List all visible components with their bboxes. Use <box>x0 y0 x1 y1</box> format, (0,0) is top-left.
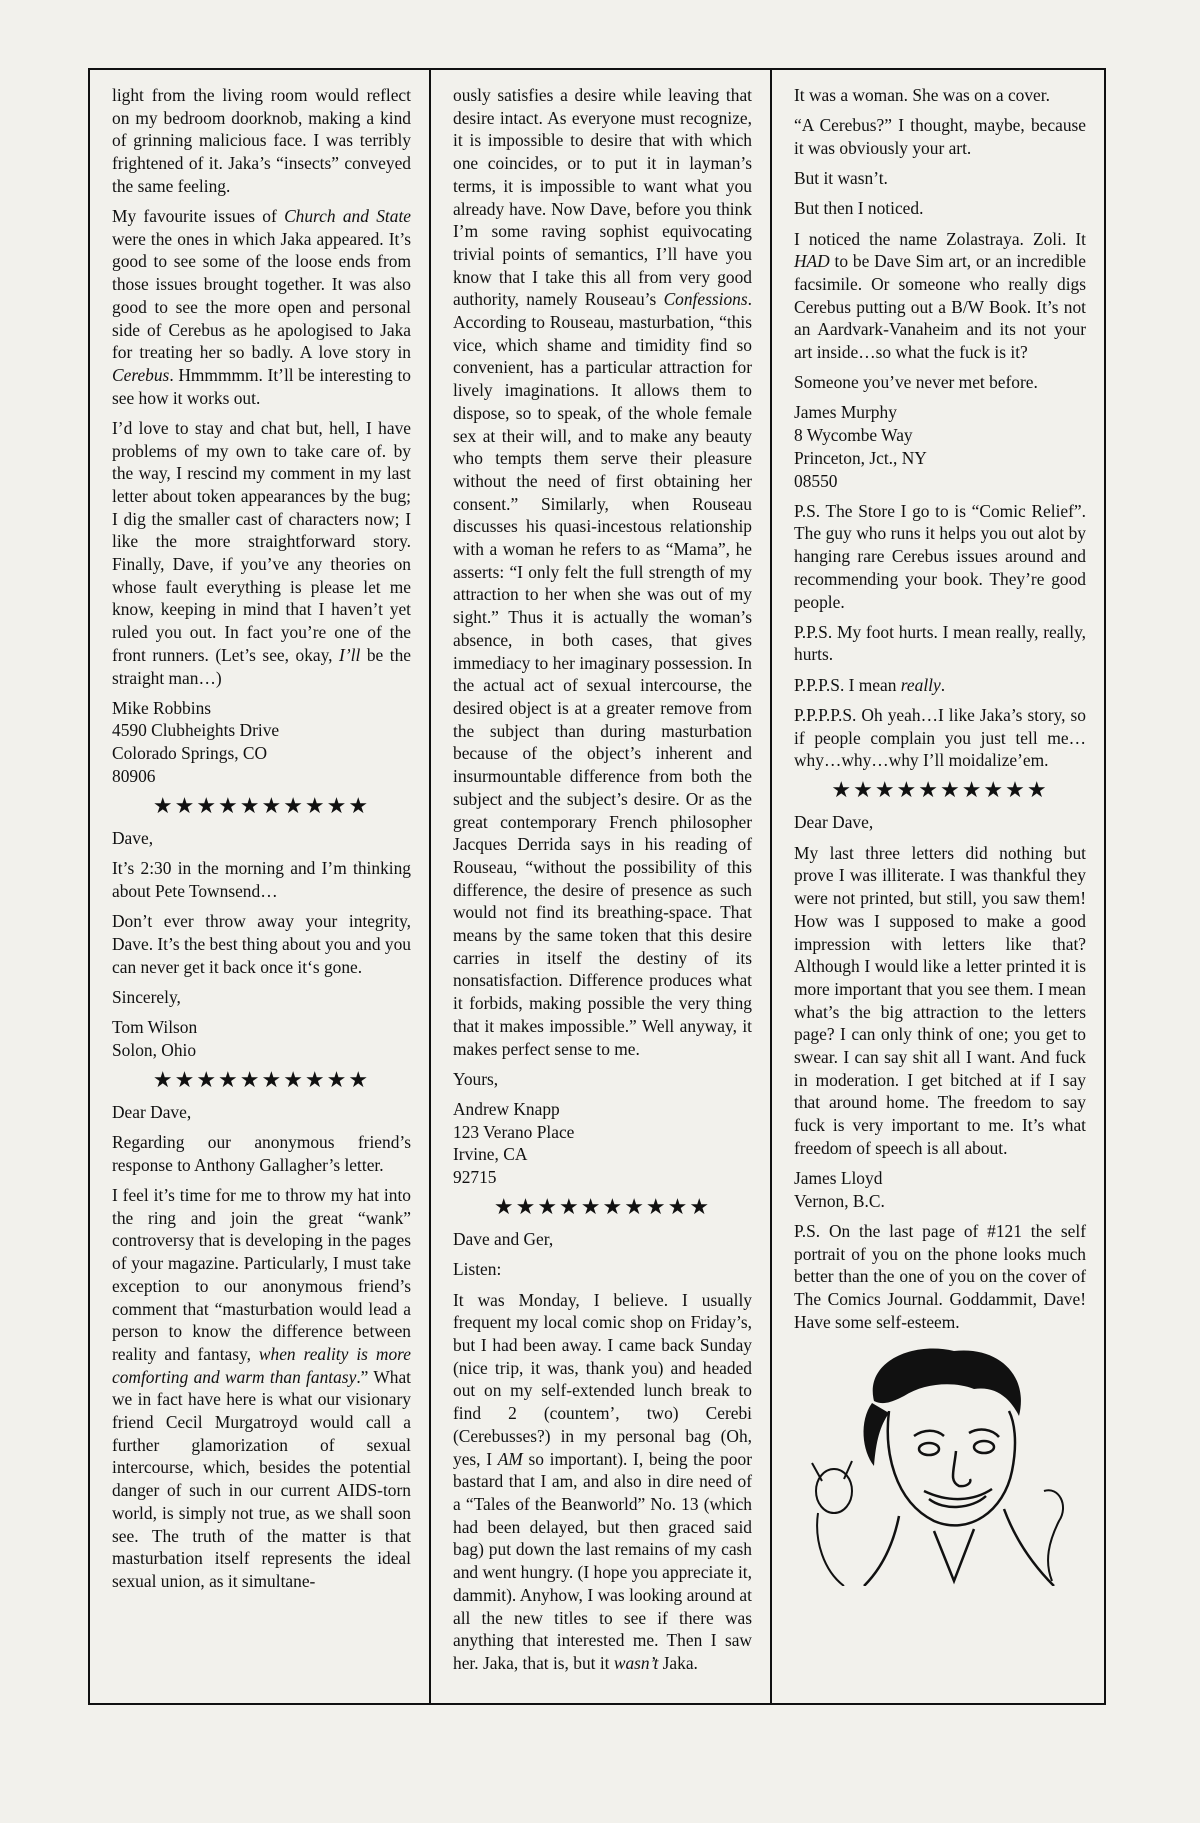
signature-tom-wilson: Tom Wilson Solon, Ohio <box>112 1017 198 1060</box>
column-1 <box>90 70 429 1703</box>
postscript: P.P.P.S. I mean really. <box>794 674 946 695</box>
letter-greeting: Dear Dave, <box>112 1101 192 1122</box>
letter-3-paragraph: I feel it’s time for me to throw my hat into the ring and join the great “wank” controversy that is developing in the pages of your magazine. Particularly, I must take exception to our anonymous friend’s comment that “masturbation would lead a person to know the difference between reality and fantasy, when reality is more comforting and warm than fantasy.” What we in fact have here is what our visionary friend Cecil Murgatroyd would call a further glamorization of sexual intercourse, which, besides the potential danger of such in our current AIDS-torn world, is simply not true, as we shall soon see. The truth of the matter is that masturbation itself represents the ideal sexual union, as it simultane- <box>112 1185 412 1591</box>
star-divider: ★★★★★★★★★★ <box>493 1195 712 1221</box>
signature-james-murphy: James Murphy 8 Wycombe Way Princeton, Jct., NY 08550 <box>794 402 927 491</box>
letter-5-paragraph: My last three letters did nothing but prove I was illiterate. I was thankful they were not printed, but still, you saw them! How was I supposed to make a good impression with letters like that? Although I would like a letter printed it is more important that you see them. I mean what’s the big attraction to the letters page? I can only think of one; you get to swear. I can say shit all I want. And fuck in moderation. I get bitched at if I say that around home. The freedom to say fuck is very important to me. It’s what freedom of speech is all about. <box>794 842 1086 1158</box>
letter-4-paragraph: I noticed the name Zolastraya. Zoli. It HAD to be Dave Sim art, or an incredible facsimile. Or someone who really digs Cerebus putting out a B/W Book. It’s not an Aardvark-Vanaheim and its not your art inside…so what the fuck is it? <box>794 228 1086 363</box>
star-divider: ★★★★★★★★★★ <box>831 778 1049 804</box>
face-icon <box>888 1411 1015 1525</box>
letter-1-paragraph: I’d love to stay and chat but, hell, I have problems of my own to take care of. by the way, I rescind my comment in my last letter about token appearances by the bug; I dig the smaller cast of characters now; I like the more straightforward story. Finally, Dave, if you’ve any theories on whose fault everything is please let me know, keeping in mind that I haven’t yet ruled you out. In fact you’re one of the front runners. (Let’s see, okay, I’ll be the straight man…) <box>112 417 411 688</box>
letter-2-paragraph: Don’t ever throw away your integrity, Dave. It’s the best thing about you and you can never get it back once it‘s gone. <box>112 911 411 977</box>
letter-1-paragraph: light from the living room would reflect on my bedroom doorknob, making a kind of grinning malicious face. I was terribly frightened of it. Jaka’s “insects” conveyed the same feeling. <box>112 85 411 196</box>
signature-mike-robbins: Mike Robbins 4590 Clubheights Drive Colorado Springs, CO 80906 <box>112 697 280 786</box>
signature-andrew-knapp: Andrew Knapp 123 Verano Place Irvine, CA 92715 <box>453 1098 575 1188</box>
letter-4-paragraph: It was Monday, I believe. I usually frequent my local comic shop on Friday’s, but I had been away. I came back Sunday (nice trip, it was, thank you) and headed out on my self-extended lunch break to find 2 (countem’, two) Cerebi (Cerebusses?) in my personal bag (Oh, yes, I AM so important). I, being the poor bastard that I am, and also in dire need of a “Tales of the Beanworld” No. 13 (which had been delayed, but then graced said bag) put down the last remains of my cash and went hungry. (I hope you appreciate it, dammit). Anyhow, I was looking around at all the new titles to see if there was anything that interested me. Then I saw her. Jaka, that is, but it wasn’t Jaka. <box>453 1289 752 1673</box>
collar-icon <box>864 1509 1054 1586</box>
letter-4-paragraph: But it wasn’t. <box>794 168 888 189</box>
letter-greeting: Dear Dave, <box>794 812 874 833</box>
letter-4-paragraph: Someone you’ve never met before. <box>794 372 1038 393</box>
letter-3-paragraph: Regarding our anonymous friend’s response to Anthony Gallagher’s letter. <box>112 1132 411 1175</box>
letter-4-paragraph: It was a woman. She was on a cover. <box>794 85 1050 105</box>
letter-4-paragraph: “A Cerebus?” I thought, maybe, because it was obviously your art. <box>794 115 1086 158</box>
hair-icon <box>864 1348 1021 1466</box>
letter-greeting: Dave, <box>112 828 154 849</box>
postscript: P.P.S. My foot hurts. I mean really, really, hurts. <box>794 621 1086 665</box>
signature-james-lloyd: James Lloyd Vernon, B.C. <box>794 1168 885 1211</box>
column-3 <box>770 70 1104 1703</box>
star-divider: ★★★★★★★★★★ <box>152 794 371 820</box>
postscript: P.S. On the last page of #121 the self portrait of you on the phone looks much better than the one of you on the cover of The Comics Journal. Goddammit, Dave! Have some self-esteem. <box>794 1220 1086 1332</box>
letter-3-paragraph: ously satisfies a desire while leaving that desire intact. As everyone must recognize, it is impossible to desire that with which one coincides, or to put it in layman’s terms, it is impossible to want what you already have. Now Dave, before you think I’m some raving sophist equivocating trivial points of semantics, I’ll have you know that I take this all from very good authority, namely Rouseau’s Confessions. According to Rouseau, masturbation, “this vice, which shame and timidity find so convenient, has a particular attraction for lively imaginations. It allows them to dispose, so to speak, of the whole female sex at their will, and to make any beauty who tempts them serve their pleasure without the need of first obtaining her consent.” Similarly, when Rouseau discusses his quasi-incestous relationship with a woman he refers to as “Mama”, he asserts: “I only felt the full strength of my attraction to her when she was out of my sight.” Thus it is actually the woman’s absence, in both cases, that gives immediacy to her imaginary possession. In the actual act of sexual intercourse, the desired object is at a greater remove from the subject than during masturbation because of the object’s inherent and insurmountable difference from both the subject and the subject’s desire. Or as the great contemporary French philosopher Jacques Derrida says in his reading of Rouseau, “without the possibility of this difference, the desire of presence as such would not find its breathing-space. That means by the same token that this desire carries in itself the destiny of its nonsatisfaction. Difference produces what it forbids, making possible the very thing that it makes impossible.” Well anyway, it makes perfect sense to me. <box>453 85 752 1059</box>
letter-greeting: Dave and Ger, <box>453 1229 554 1250</box>
letter-4-paragraph: Listen: <box>453 1259 502 1280</box>
letter-closing: Yours, <box>453 1068 499 1089</box>
letter-closing: Sincerely, <box>112 986 181 1007</box>
caricature-illustration <box>804 1341 1074 1586</box>
star-divider: ★★★★★★★★★★ <box>152 1067 371 1093</box>
letter-1-paragraph: My favourite issues of Church and State were the ones in which Jaka appeared. It’s good to see some of the loose ends from those issues brought together. It was also good to see the more open and personal side of Cerebus as he apologised to Jaka for treating her so badly. A love story in Cerebus. Hmmmmm. It’ll be interesting to see how it works out. <box>112 206 411 408</box>
postscript: P.S. The Store I go to is “Comic Relief”. The guy who runs it helps you out alot by hanging rare Cerebus issues around and recommending your book. They’re good people. <box>794 500 1086 612</box>
postscript: P.P.P.P.S. Oh yeah…I like Jaka’s story, so if people complain you just tell me…why…why…why I’ll moidalize’em. <box>794 704 1086 771</box>
column-2 <box>429 70 770 1703</box>
letter-2-paragraph: It’s 2:30 in the morning and I’m thinking about Pete Townsend… <box>112 858 411 901</box>
letter-4-paragraph: But then I noticed. <box>794 198 924 219</box>
letters-page-frame <box>88 68 1106 1705</box>
